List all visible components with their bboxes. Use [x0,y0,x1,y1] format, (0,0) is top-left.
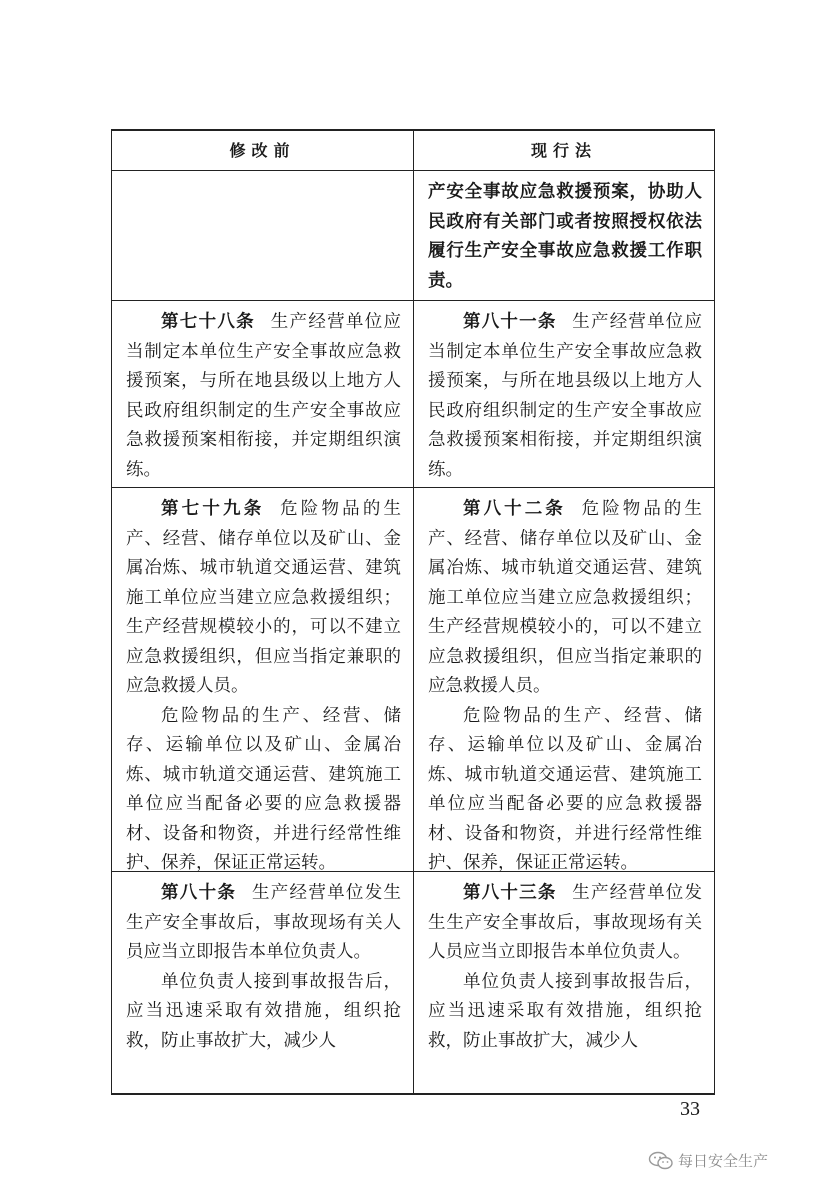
header-before: 修改前 [229,140,296,160]
article-paragraph [126,308,401,485]
article-paragraph-2: 单位负责人接到事故报告后，应当迅速采取有效措施，组织抢救，防止事故扩大，减少人 [126,971,401,1051]
article-paragraph [126,879,401,968]
article-paragraph-2: 单位负责人接到事故报告后，应当迅速采取有效措施，组织抢救，防止事故扩大，减少人 [428,971,702,1051]
cell-before [112,301,413,487]
cell-current [413,171,714,300]
cell-current [413,301,714,487]
table-row [112,300,714,487]
article-paragraph [428,308,702,485]
wechat-icon [648,1151,674,1171]
article-number: 第七十九条 [161,499,265,519]
article-number: 第八十三条 [463,883,557,903]
cell-current [413,872,714,1093]
article-paragraph [126,495,401,702]
header-current: 现行法 [413,131,714,170]
page-number: 33 [680,1098,700,1120]
table-header-row [112,131,714,170]
article-paragraph-2: 危险物品的生产、经营、储存、运输单位以及矿山、金属冶炼、城市轨道交通运营、建筑施工单位应当配备必要的应急救援器材、设备和物资，并进行经常性维护、保养，保证正常运转。 [126,705,401,873]
article-number: 第七十八条 [161,312,255,332]
cell-current [413,488,714,871]
article-paragraph [428,495,702,702]
cell-before [112,872,413,1093]
watermark-text: 每日安全生产 [678,1152,769,1170]
article-text: 生产经营单位发生生产安全事故后，事故现场有关人员应当立即报告本单位负责人。 [126,883,402,962]
table-row [112,170,714,300]
article-number: 第八十二条 [463,499,566,519]
article-text: 生产经营单位应当制定本单位生产安全事故应急救援预案，与所在地县级以上地方人民政府组织制定的生产安全事故应急救援预案相衔接，并定期组织演练。 [428,312,703,480]
article-paragraph [428,879,702,968]
cell-before [112,171,413,300]
article-number: 第八十一条 [463,312,557,332]
cell-before [112,488,413,871]
article-text: 生产经营单位发生生产安全事故后，事故现场有关人员应当立即报告本单位负责人。 [428,883,703,962]
comparison-table [111,129,715,1095]
article-text: 危险物品的生产、经营、储存单位以及矿山、金属冶炼、城市轨道交通运营、建筑施工单位应当建立应急救援组织；生产经营规模较小的，可以不建立应急救援组织，但应当指定兼职的应急救援人员。 [126,499,401,696]
article-paragraph-2: 危险物品的生产、经营、储存、运输单位以及矿山、金属冶炼、城市轨道交通运营、建筑施工单位应当配备必要的应急救援器材、设备和物资，并进行经常性维护、保养，保证正常运转。 [428,705,702,873]
article-number: 第八十条 [161,883,237,903]
table-row [112,487,714,871]
table-row [112,871,714,1093]
watermark [648,1150,768,1171]
continued-text: 产安全事故应急救援预案，协助人民政府有关部门或者按照授权依法履行生产安全事故应急救援工作职责。 [428,182,702,291]
article-text: 生产经营单位应当制定本单位生产安全事故应急救援预案，与所在地县级以上地方人民政府组织制定的生产安全事故应急救援预案相衔接，并定期组织演练。 [126,312,402,480]
article-text: 危险物品的生产、经营、储存单位以及矿山、金属冶炼、城市轨道交通运营、建筑施工单位应当建立应急救援组织；生产经营规模较小的，可以不建立应急救援组织，但应当指定兼职的应急救援人员。 [428,499,702,696]
